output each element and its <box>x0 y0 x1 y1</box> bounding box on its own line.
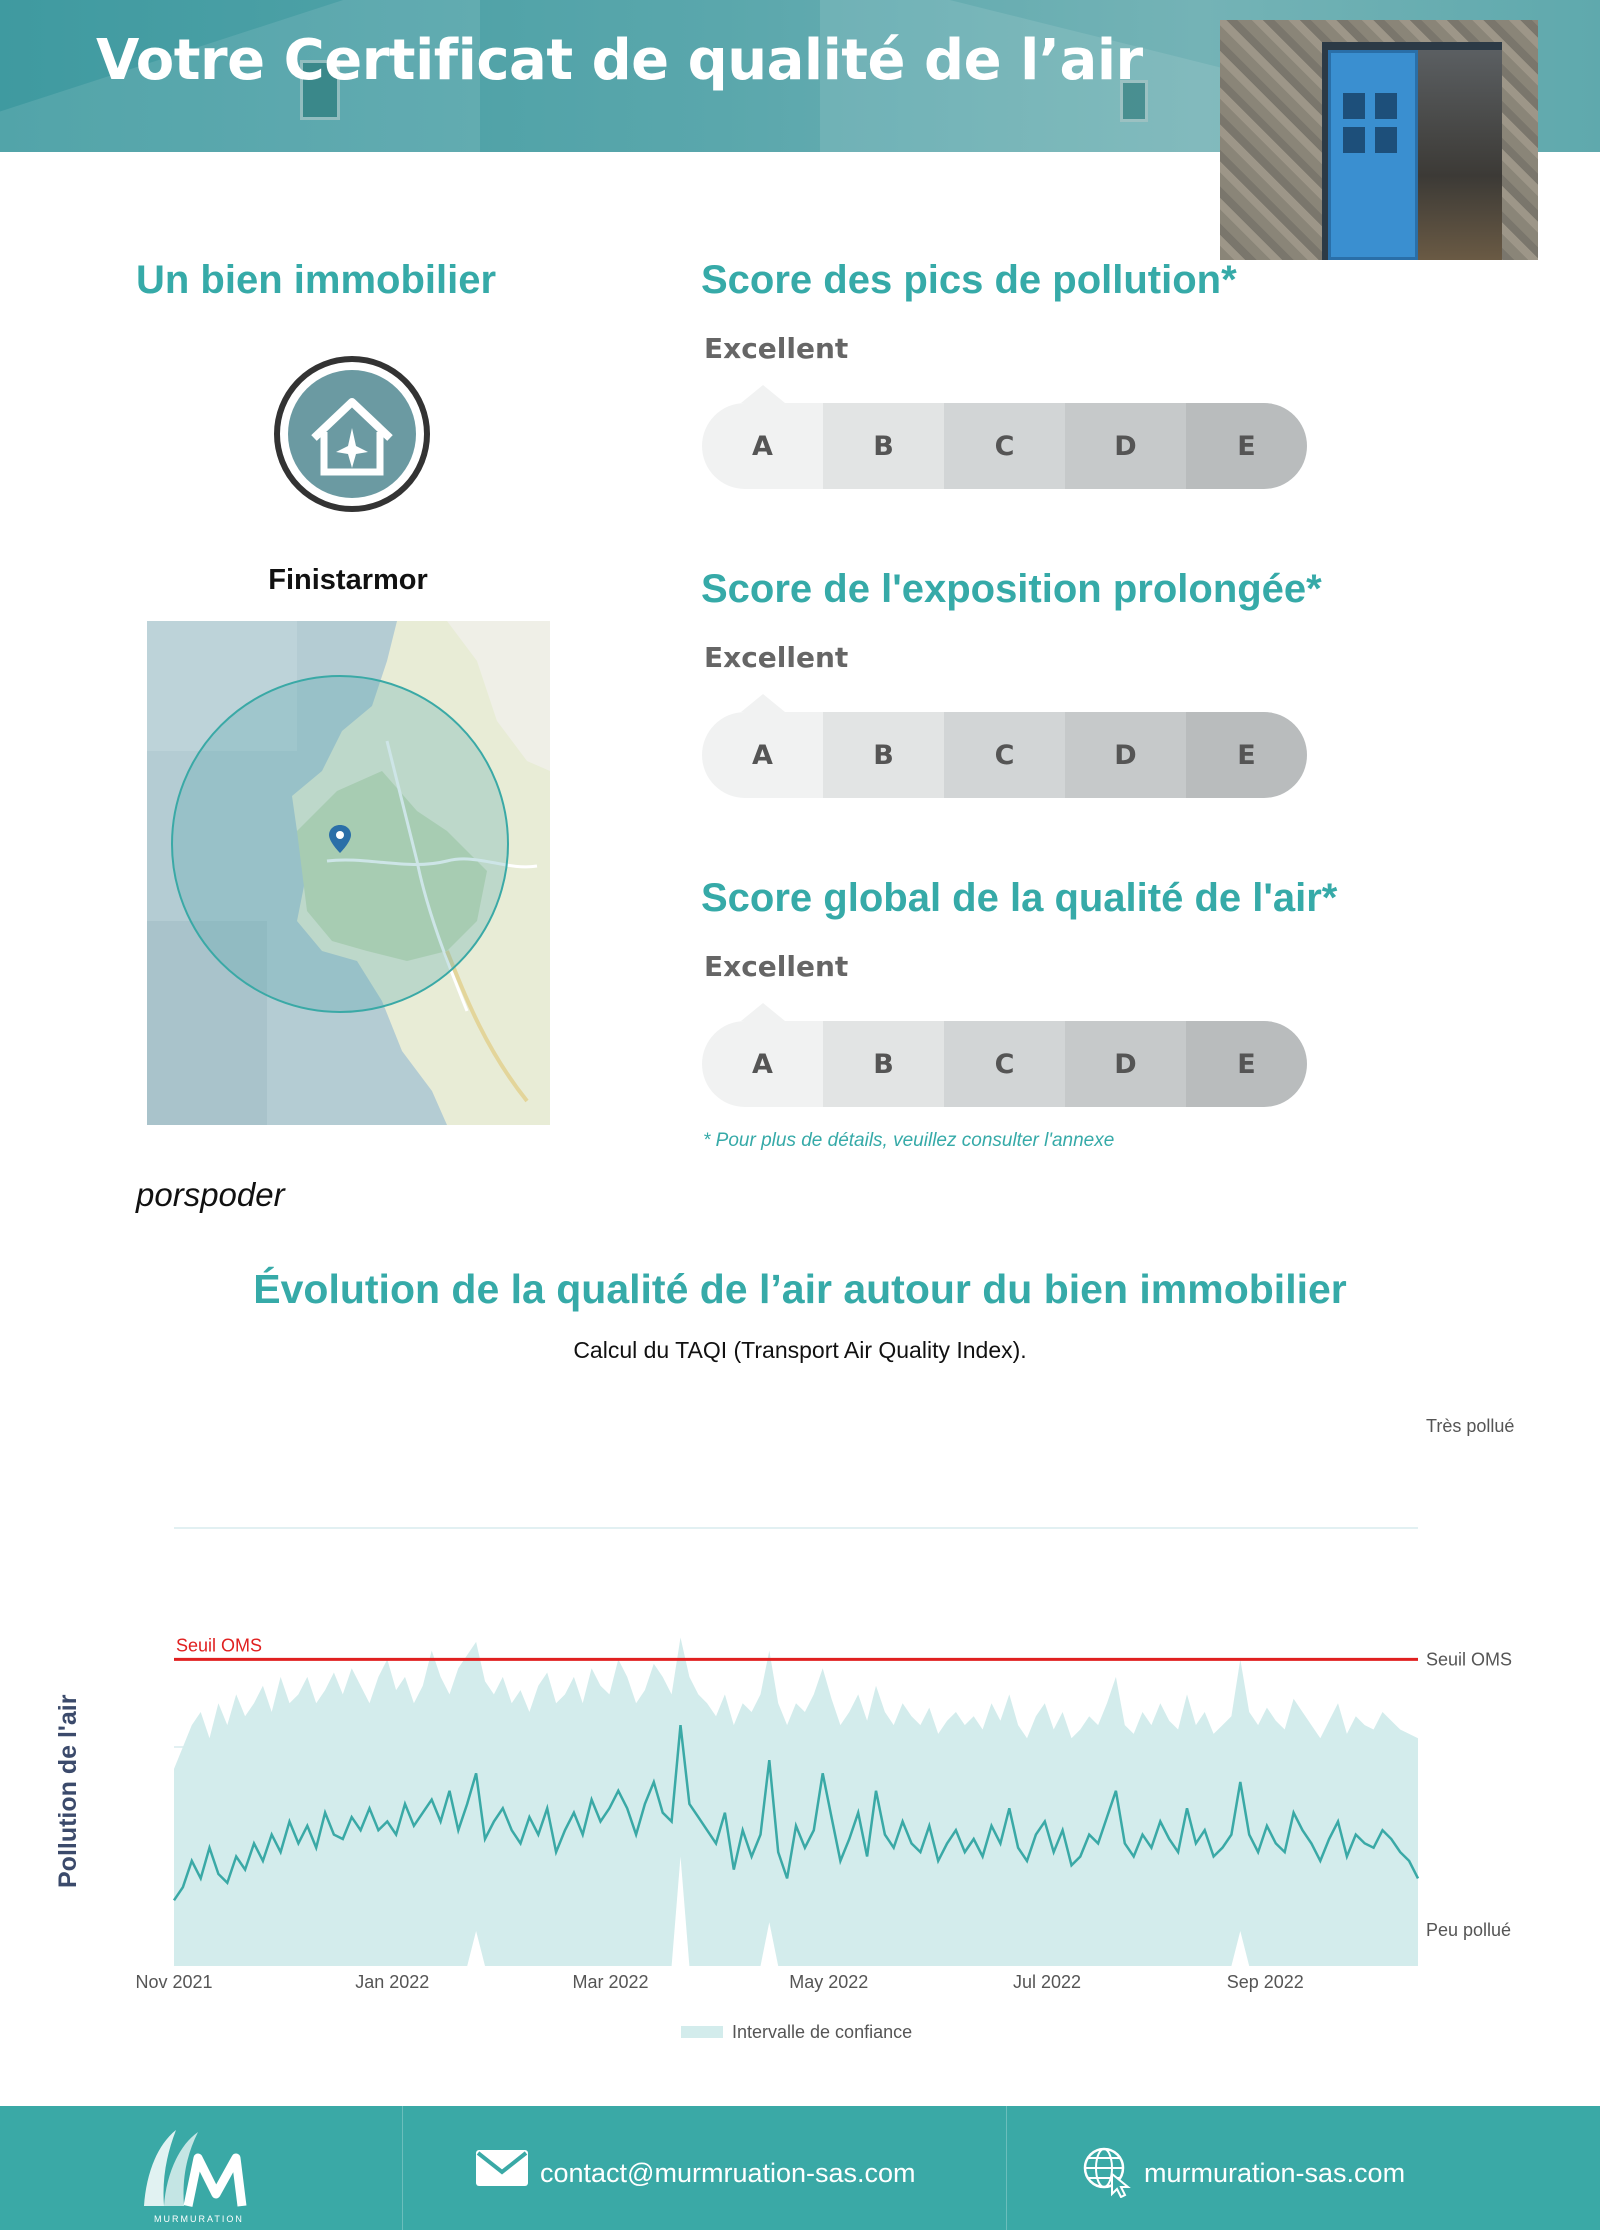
agency-logo <box>274 356 430 512</box>
city-name: porspoder <box>136 1176 285 1213</box>
page-title: Votre Certificat de qualité de l’air <box>96 28 1143 93</box>
property-heading: Un bien immobilier <box>136 258 497 302</box>
scores-footnote: * Pour plus de détails, veuillez consulter l'annexe <box>703 1130 1115 1151</box>
score-exposure-scale <box>702 712 1307 798</box>
svg-text:MURMURATION: MURMURATION <box>154 2214 244 2224</box>
grade-d: D <box>1065 1021 1186 1107</box>
envelope-icon <box>474 2148 530 2188</box>
score-global-scale <box>702 1021 1307 1107</box>
score-peaks-scale <box>702 403 1307 489</box>
score-exposure-title: Score de l'exposition prolongée* <box>701 567 1322 611</box>
house-photo <box>1220 20 1538 260</box>
grade-a: A <box>702 403 823 489</box>
grade-e: E <box>1186 1021 1307 1107</box>
grade-d: D <box>1065 712 1186 798</box>
score-peaks-rating: Excellent <box>704 332 849 365</box>
grade-b: B <box>823 712 944 798</box>
grade-a: A <box>702 712 823 798</box>
grade-a: A <box>702 1021 823 1107</box>
y-axis-bottom-label: Peu pollué <box>1426 1920 1512 1940</box>
score-exposure-rating: Excellent <box>704 641 849 674</box>
murmuration-logo[interactable] <box>136 2116 266 2226</box>
air-quality-chart <box>40 1400 1580 2060</box>
who-threshold-label: Seuil OMS <box>176 1635 263 1656</box>
who-threshold-right-label: Seuil OMS <box>1426 1649 1513 1670</box>
score-peaks-title: Score des pics de pollution* <box>701 258 1237 302</box>
y-axis-title: Pollution de l'air <box>54 1694 82 1888</box>
footer-email-link[interactable]: contact@murmruation-sas.com <box>540 2158 916 2188</box>
grade-b: B <box>823 1021 944 1107</box>
confidence-interval-area <box>174 1638 1418 1967</box>
x-tick-label: Jan 2022 <box>355 1972 430 1992</box>
x-tick-label: Mar 2022 <box>572 1972 649 1992</box>
grade-e: E <box>1186 712 1307 798</box>
grade-c: C <box>944 1021 1065 1107</box>
grade-c: C <box>944 712 1065 798</box>
grade-d: D <box>1065 403 1186 489</box>
globe-cursor-icon <box>1082 2146 1134 2198</box>
grade-e: E <box>1186 403 1307 489</box>
x-tick-label: Nov 2021 <box>135 1972 213 1992</box>
score-global-title: Score global de la qualité de l'air* <box>701 876 1338 920</box>
location-map[interactable] <box>147 621 550 1125</box>
legend-confidence-swatch <box>681 2026 723 2038</box>
grade-b: B <box>823 403 944 489</box>
x-tick-label: May 2022 <box>789 1972 869 1992</box>
grade-c: C <box>944 403 1065 489</box>
y-axis-top-label: Très pollué <box>1426 1416 1515 1436</box>
score-global-rating: Excellent <box>704 950 849 983</box>
footer-website-link[interactable]: murmuration-sas.com <box>1144 2158 1406 2188</box>
evolution-title: Évolution de la qualité de l’air autour du bien immobilier <box>253 1266 1347 1312</box>
legend-confidence-label: Intervalle de confiance <box>732 2022 913 2042</box>
evolution-subtitle: Calcul du TAQI (Transport Air Quality Index). <box>573 1337 1027 1363</box>
agency-name: Finistarmor <box>268 564 428 596</box>
x-tick-label: Jul 2022 <box>1012 1972 1082 1992</box>
footer <box>0 2106 1600 2230</box>
x-tick-label: Sep 2022 <box>1226 1972 1304 1992</box>
